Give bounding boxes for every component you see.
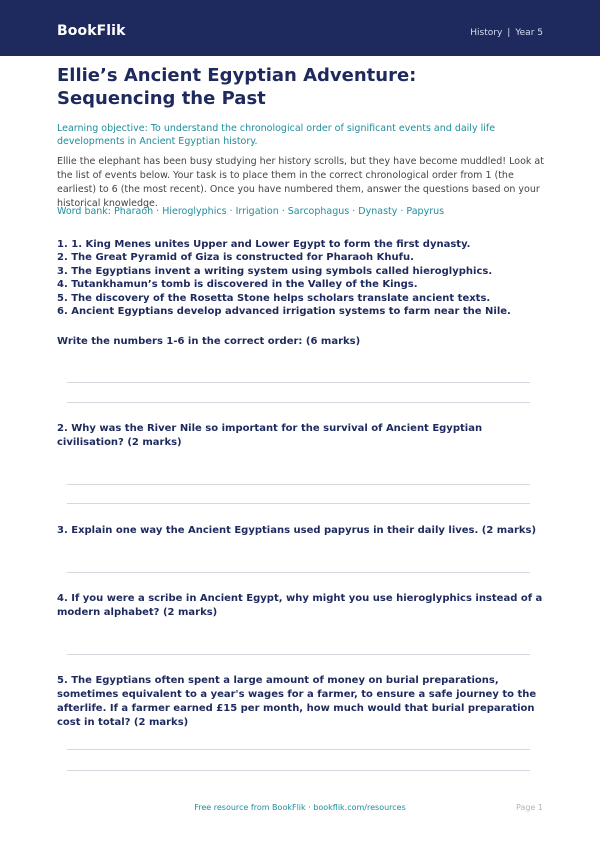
- footer-link[interactable]: Free resource from BookFlik · bookflik.com/resources: [194, 803, 406, 812]
- header-meta: [470, 28, 543, 38]
- answer-line[interactable]: [67, 402, 530, 403]
- answer-line[interactable]: [67, 654, 530, 655]
- question-hieroglyphics: 4. If you were a scribe in Ancient Egypt, why might you use hieroglyphics instead of a modern alphabet? (2 marks): [57, 593, 543, 618]
- answer-line[interactable]: [67, 770, 530, 771]
- answer-line[interactable]: [67, 749, 530, 750]
- question-order: Write the numbers 1-6 in the correct order: (6 marks): [57, 336, 361, 347]
- page-header: [0, 0, 600, 56]
- question-nile: 2. Why was the River Nile so important for the survival of Ancient Egyptian civilisation? (2 marks): [57, 423, 483, 448]
- separator: |: [507, 28, 511, 38]
- question-burial-cost: 5. The Egyptians often spent a large amount of money on burial preparations, sometimes equivalent to a year's wages for a farmer, to ensure a safe journey to the afterlife. If a farmer earned £15 per month, how much would that burial preparation cost in total? (2 marks): [57, 675, 537, 728]
- answer-line[interactable]: [67, 503, 530, 504]
- answer-line[interactable]: [67, 484, 530, 485]
- intro-text: Ellie the elephant has been busy studying her history scrolls, but they have become muddled! Look at the list of events below. Your task is to place them in the correct chronological order from 1 (the earliest) to 6 (the most recent). Once you have numbered them, answer the questions based on your historical knowledge.: [57, 156, 544, 209]
- event-item: 3. The Egyptians invent a writing system using symbols called hieroglyphics.: [57, 265, 493, 277]
- event-item: 6. Ancient Egyptians develop advanced irrigation systems to farm near the Nile.: [57, 306, 511, 318]
- answer-line[interactable]: [67, 572, 530, 573]
- brand-logo[interactable]: BookFlik: [57, 23, 126, 39]
- event-item: 5. The discovery of the Rosetta Stone helps scholars translate ancient texts.: [57, 292, 491, 304]
- word-bank: Word bank: Pharaoh · Hieroglyphics · Irrigation · Sarcophagus · Dynasty · Papyrus: [57, 206, 445, 217]
- page-number: Page 1: [516, 803, 543, 812]
- subject-label: History: [470, 28, 503, 38]
- event-item: 2. The Great Pyramid of Giza is constructed for Pharaoh Khufu.: [57, 252, 414, 264]
- event-item: 4. Tutankhamun’s tomb is discovered in the Valley of the Kings.: [57, 279, 418, 291]
- answer-line[interactable]: [67, 382, 530, 383]
- question-papyrus: 3. Explain one way the Ancient Egyptians used papyrus in their daily lives. (2 marks): [57, 525, 537, 536]
- year-label: Year 5: [515, 28, 543, 38]
- page-title: Ellie’s Ancient Egyptian Adventure: Sequencing the Past: [57, 65, 417, 109]
- event-list: [57, 238, 547, 318]
- learning-objective: Learning objective: To understand the chronological order of significant events and daily life developments in Ancient Egyptian history.: [57, 123, 496, 147]
- event-item: 1. 1. King Menes unites Upper and Lower Egypt to form the first dynasty.: [57, 239, 471, 250]
